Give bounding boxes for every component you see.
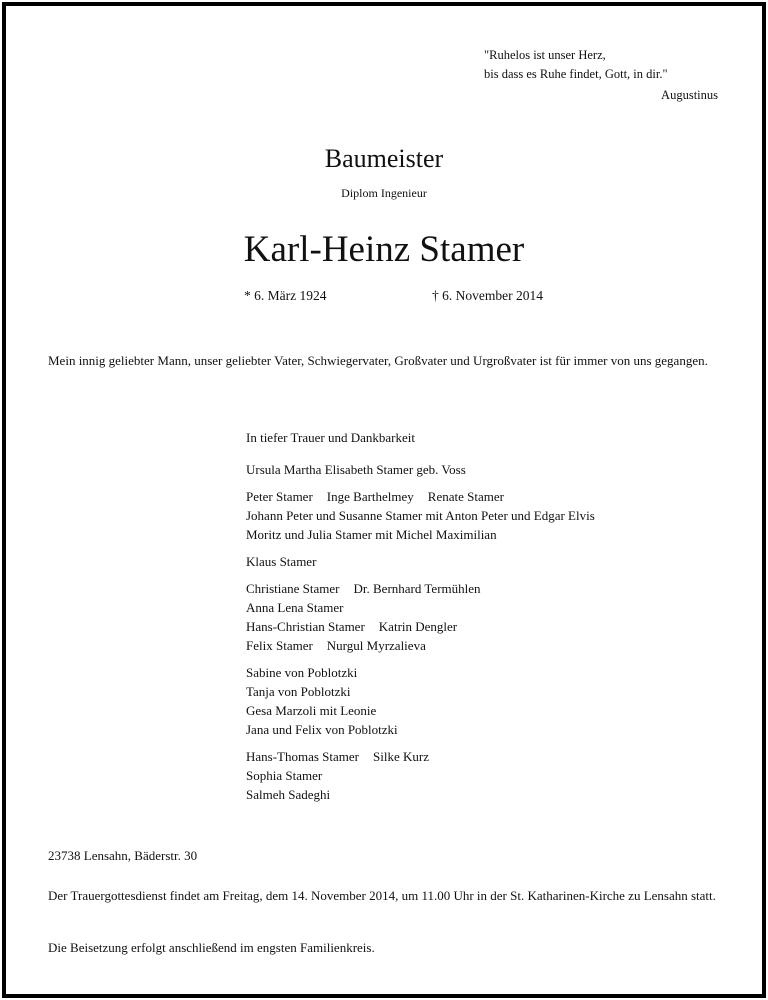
mourner-line [246, 525, 595, 544]
mourner-line [246, 766, 595, 785]
obituary-notice [2, 2, 766, 998]
mourner-line [246, 682, 595, 701]
mourner-name: Tanja von Poblotzki [246, 684, 351, 699]
deceased-name: Karl-Heinz Stamer [243, 229, 525, 270]
mourner-name: Silke Kurz [373, 749, 429, 764]
mourner-line [246, 487, 595, 506]
mourner-group [246, 460, 595, 479]
mourner-line [246, 460, 595, 479]
mourner-group [246, 747, 595, 804]
mourner-name: Salmeh Sadeghi [246, 787, 331, 802]
mourner-line [246, 720, 595, 739]
mourner-name: Christiane Stamer [246, 581, 340, 596]
mourner-name: Moritz und Julia Stamer mit Michel Maximilian [246, 527, 497, 542]
mourners-intro: In tiefer Trauer und Dankbarkeit [246, 430, 415, 445]
mourner-name: Felix Stamer [246, 638, 313, 653]
mourner-name: Sophia Stamer [246, 768, 323, 783]
mourner-line [246, 579, 595, 598]
mourner-group [246, 579, 595, 655]
mourner-name: Sabine von Poblotzki [246, 665, 358, 680]
mourner-line [246, 663, 595, 682]
mourner-name: Anna Lena Stamer [246, 600, 344, 615]
quote-line-2: bis dass es Ruhe findet, Gott, in dir." [484, 67, 668, 81]
mourner-name: Dr. Bernhard Termühlen [353, 581, 481, 596]
mourner-name: Nurgul Myrzalieva [326, 638, 426, 653]
mourner-line [246, 785, 595, 804]
mourner-line [246, 617, 595, 636]
mourner-name: Johann Peter und Susanne Stamer mit Anton Peter und Edgar Elvis [246, 508, 595, 523]
mourner-name: Katrin Dengler [378, 619, 458, 634]
degree-subheading: Diplom Ingenieur [341, 186, 427, 200]
quote-author: Augustinus [661, 88, 718, 102]
mourner-name: Jana und Felix von Poblotzki [246, 722, 398, 737]
mourner-group [246, 487, 595, 544]
address: 23738 Lensahn, Bäderstr. 30 [48, 848, 198, 863]
profession-heading: Baumeister [324, 144, 444, 173]
mourners-list [246, 428, 595, 812]
mourner-groups [246, 460, 595, 804]
mourner-line [246, 747, 595, 766]
service-notice: Der Trauergottesdienst findet am Freitag, dem 14. November 2014, um 11.00 Uhr in der St. Katharinen-Kirche zu Lensahn statt. [48, 888, 716, 903]
mourner-name: Inge Barthelmey [326, 489, 414, 504]
burial-notice: Die Beisetzung erfolgt anschließend im engsten Familienkreis. [48, 940, 375, 955]
mourner-line [246, 598, 595, 617]
death-date: † 6. November 2014 [432, 288, 543, 303]
mourner-name: Hans-Christian Stamer [246, 619, 365, 634]
birth-date: * 6. März 1924 [244, 288, 327, 303]
mourner-line [246, 636, 595, 655]
mourner-line [246, 701, 595, 720]
mourner-name: Peter Stamer [246, 489, 313, 504]
mourner-group [246, 663, 595, 739]
mourner-line [246, 552, 595, 571]
intro-paragraph: Mein innig geliebter Mann, unser geliebter Vater, Schwiegervater, Großvater und Urgroßvater ist für immer von uns gegangen. [48, 353, 708, 368]
epigraph-quote [484, 46, 668, 84]
mourner-name: Klaus Stamer [246, 554, 317, 569]
mourner-group [246, 552, 595, 571]
quote-line-1: "Ruhelos ist unser Herz, [484, 48, 606, 62]
mourner-line [246, 506, 595, 525]
mourner-name: Renate Stamer [427, 489, 504, 504]
mourner-name: Ursula Martha Elisabeth Stamer geb. Voss [246, 462, 466, 477]
mourner-name: Hans-Thomas Stamer [246, 749, 360, 764]
mourner-name: Gesa Marzoli mit Leonie [246, 703, 377, 718]
